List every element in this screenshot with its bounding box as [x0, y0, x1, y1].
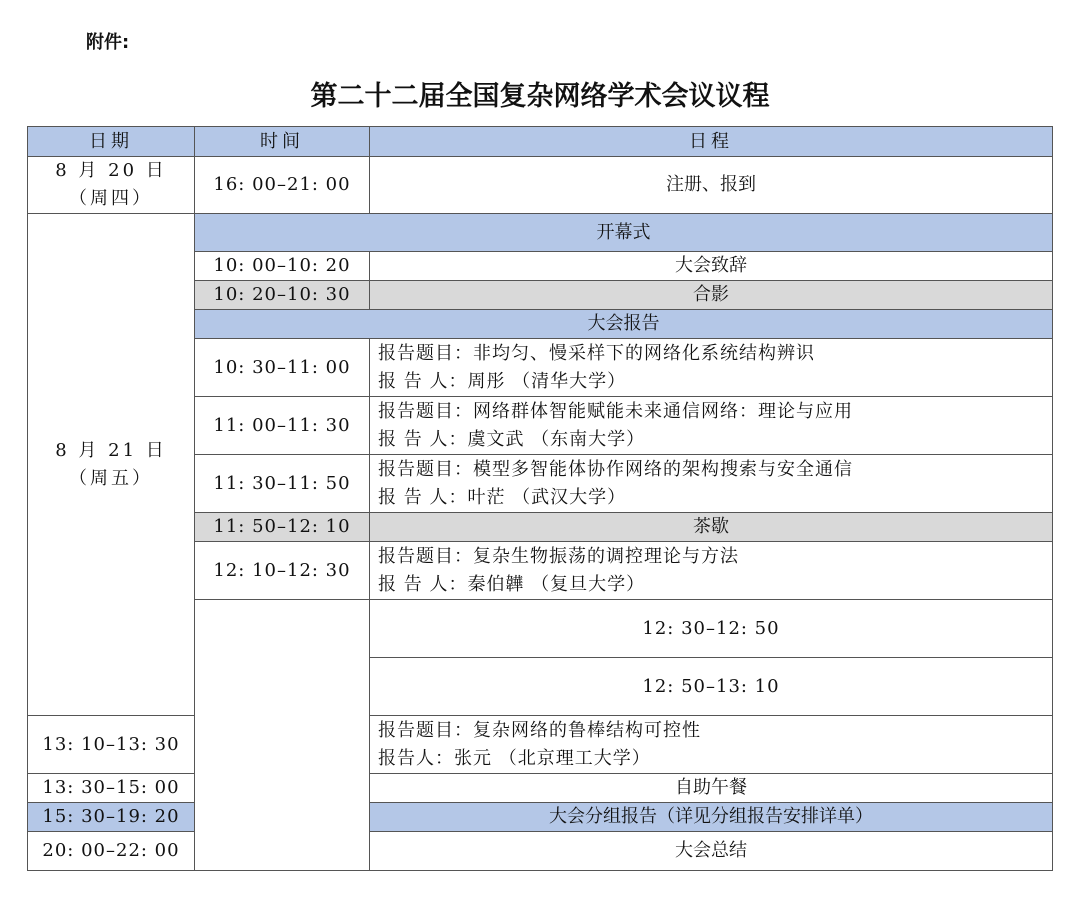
header-schedule: 日程	[370, 127, 1053, 157]
table-row	[28, 214, 1053, 252]
date-cell	[28, 214, 195, 716]
table-row	[28, 803, 1053, 832]
talk-cell	[370, 716, 1053, 774]
talk-topic: 报告题目：模型多智能体协作网络的架构搜索与安全通信	[378, 458, 853, 480]
talk-topic: 报告题目：复杂网络的鲁棒结构可控性	[378, 719, 701, 741]
talk-speaker: 报 告 人：叶茫 （武汉大学）	[378, 486, 627, 508]
event-cell: 大会致辞	[370, 252, 1053, 281]
time-cell: 12: 10–12: 30	[195, 542, 370, 600]
time-cell: 10: 20–10: 30	[195, 281, 370, 310]
date-line: 8 月 20 日	[55, 160, 167, 181]
time-cell: 13: 10–13: 30	[28, 716, 195, 774]
time-cell: 12: 50–13: 10	[370, 658, 1053, 716]
talk-speaker: 报告人：张元 （北京理工大学）	[378, 747, 651, 769]
time-cell: 20: 00–22: 00	[28, 832, 195, 871]
time-cell: 10: 00–10: 20	[195, 252, 370, 281]
time-cell: 11: 30–11: 50	[195, 455, 370, 513]
time-cell: 16: 00–21: 00	[195, 157, 370, 214]
time-cell: 11: 50–12: 10	[195, 513, 370, 542]
talk-topic: 报告题目：非均匀、慢采样下的网络化系统结构辨识	[378, 342, 815, 364]
section-heading-plenary: 大会报告	[195, 310, 1053, 339]
header-row	[28, 127, 1053, 157]
event-cell: 自助午餐	[370, 774, 1053, 803]
agenda-table	[27, 126, 1053, 871]
talk-topic: 报告题目：网络群体智能赋能未来通信网络：理论与应用	[378, 400, 853, 422]
time-cell: 10: 30–11: 00	[195, 339, 370, 397]
date-cell	[28, 157, 195, 214]
table-row	[28, 157, 1053, 214]
talk-cell	[370, 455, 1053, 513]
weekday-line: （周五）	[69, 467, 153, 489]
talk-speaker: 报 告 人：秦伯韡 （复旦大学）	[378, 573, 646, 595]
weekday-line: （周四）	[69, 188, 153, 209]
page-title: 第二十二届全国复杂网络学术会议议程	[310, 81, 770, 112]
time-cell: 11: 00–11: 30	[195, 397, 370, 455]
attachment-label: 附件:	[86, 32, 130, 53]
date-cell-empty	[195, 600, 370, 871]
table-row	[28, 716, 1053, 774]
event-cell: 大会分组报告（详见分组报告安排详单）	[370, 803, 1053, 832]
talk-speaker: 报 告 人：周彤 （清华大学）	[378, 370, 627, 392]
event-cell: 茶歇	[370, 513, 1053, 542]
event-cell: 大会总结	[370, 832, 1053, 871]
header-time: 时间	[195, 127, 370, 157]
date-line: 8 月 21 日	[55, 439, 167, 461]
table-row	[28, 832, 1053, 871]
event-cell: 注册、报到	[370, 157, 1053, 214]
section-heading-opening: 开幕式	[195, 214, 1053, 252]
time-cell: 15: 30–19: 20	[28, 803, 195, 832]
talk-cell	[370, 542, 1053, 600]
talk-cell	[370, 339, 1053, 397]
time-cell: 12: 30–12: 50	[370, 600, 1053, 658]
talk-speaker: 报 告 人：虞文武 （东南大学）	[378, 428, 646, 450]
talk-cell	[370, 397, 1053, 455]
talk-topic: 报告题目：复杂生物振荡的调控理论与方法	[378, 545, 739, 567]
time-cell: 13: 30–15: 00	[28, 774, 195, 803]
table-row	[28, 774, 1053, 803]
event-cell: 合影	[370, 281, 1053, 310]
header-date: 日期	[28, 127, 195, 157]
